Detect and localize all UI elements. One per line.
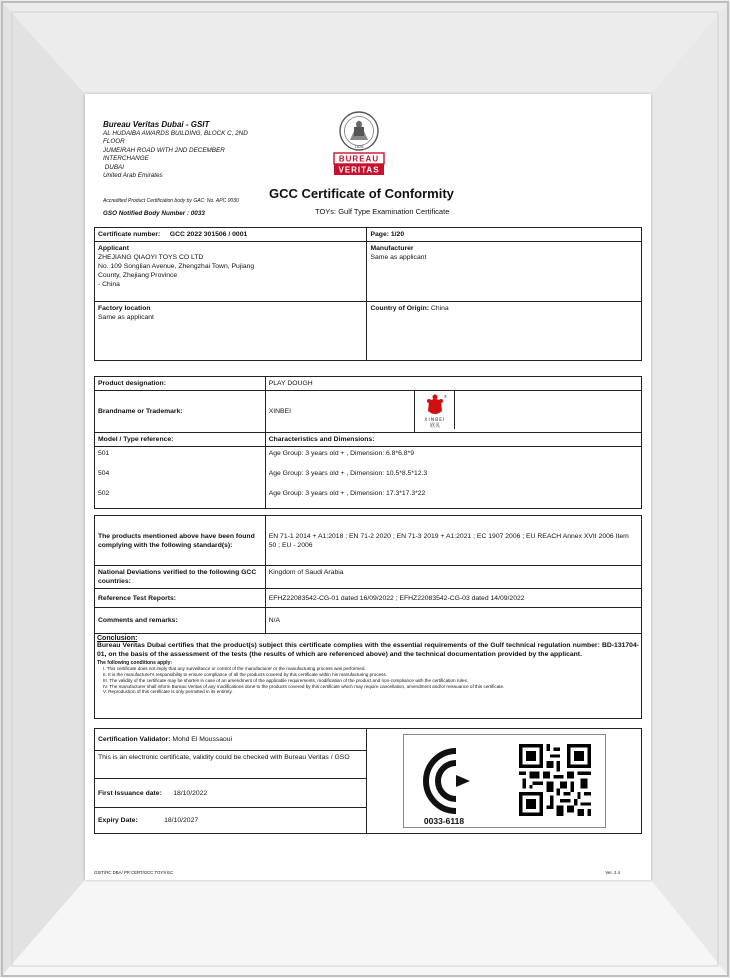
svg-text:®: ® (444, 394, 448, 399)
certificate-number: GCC 2022 301506 / 0001 (169, 231, 248, 238)
applicant-line: ZHEJIANG QIAOYI TOYS CO LTD (98, 254, 204, 261)
issuer-address (103, 130, 283, 180)
test-reports-label: Reference Test Reports: (95, 589, 266, 608)
condition-item: III. The validity of the certificate may be shorten in case of an amendment of the applicable requirements, modification of the product and non-compliance with the certification rules. (103, 677, 469, 683)
characteristics-header: Characteristics and Dimensions: (265, 433, 641, 447)
standards-table (94, 515, 642, 634)
footer-reference: GSIT/RC DBA/ PR CERT/GCC TOYS EC (94, 870, 174, 875)
manufacturer-value: Same as applicant (370, 254, 427, 261)
page-number: Page: 1/20 (367, 228, 642, 242)
manufacturer-cell (367, 242, 642, 302)
address-line: FLOOR (103, 138, 125, 146)
comments-value: N/A (265, 608, 641, 634)
deviations-value: Kingdom of Saudi Arabia (265, 566, 641, 589)
factory-cell (95, 302, 367, 361)
certificate-number-label: Certificate number: (98, 231, 161, 238)
certificate-subtitle: TOYs: Gulf Type Examination Certificate (315, 207, 450, 216)
applicant-line: - China (98, 281, 120, 288)
accreditation-note: Accredited Product Certification body by GAC: No. APC 0030 (103, 198, 239, 204)
applicant-table (94, 227, 642, 361)
brand-logo (415, 391, 455, 429)
brand-logo-latin: XINBEI (424, 417, 447, 422)
address-line: United Arab Emirates (103, 172, 163, 180)
origin-label: Country of Origin: (370, 305, 430, 312)
first-issuance-label: First Issuance date: (98, 789, 162, 797)
certificate-page (85, 94, 651, 880)
condition-item: IV. The manufacturer shall inform Bureau Veritas of any modifications done to the products covered by this certificate which may require cancellation, amendment and/or reissuance of this certificate. (103, 683, 505, 689)
validator-cell (95, 729, 367, 751)
test-reports-value: EFHZ22083542-CG-01 dated 16/09/2022 ; EFHZ22083542-CG-03 dated 14/09/2022 (265, 589, 641, 608)
gcc-mark-cell (367, 729, 642, 834)
address-line: AL HUDAIBA AWARDS BUILDING, BLOCK C, 2ND (103, 130, 248, 137)
footer-version: Ver. 2.4 (605, 870, 620, 875)
product-designation: PLAY DOUGH (265, 377, 641, 391)
model-ref: 502 (95, 487, 266, 509)
address-line: INTERCHANGE (103, 155, 149, 163)
brand-label: Brandname or Trademark: (95, 391, 266, 433)
logo-word-bureau: BUREAU (338, 154, 380, 164)
certificate-title: GCC Certificate of Conformity (269, 186, 454, 201)
factory-value: Same as applicant (98, 314, 154, 321)
validator-name: Mohd El Moussaoui (172, 736, 233, 743)
gcc-mark-box (403, 734, 606, 828)
model-ref: 501 (95, 447, 266, 467)
condition-item: I. This certificate does not imply that any surveillance or control of the manufacturer or the manufacturing process was performed. (103, 666, 366, 672)
validation-table (94, 728, 642, 834)
conclusion-text: Bureau Veritas Dubai certifies that the product(s) subject this certificate complies with the essential requirements of the Gulf technical regulation number: BD-131704-01, on the basis of the assessment of the tests (the results of which are referenced above) and the technical documentation provided by the applicant. (97, 642, 639, 658)
address-line: DUBAI (103, 163, 124, 171)
origin-value: China (430, 305, 449, 312)
conclusion-title: Conclusion: (97, 635, 138, 642)
model-desc: Age Group: 3 years old + , Dimension: 10.5*8.5*12.3 (265, 467, 641, 487)
brand-value: XINBEI (265, 391, 415, 433)
first-issuance-date: 18/10/2022 (173, 789, 208, 797)
expiry-label: Expiry Date: (98, 817, 138, 824)
condition-item: II. It is the manufacturer's responsibility to ensure compliance of all the products covered by this certificate within his manufacturing process. (103, 671, 388, 677)
applicant-line: County, Zhejiang Province (98, 272, 178, 279)
applicant-label: Applicant (98, 245, 129, 252)
model-desc: Age Group: 3 years old + , Dimension: 6.8*6.8*9 (265, 447, 641, 467)
validator-label: Certification Validator: (98, 736, 171, 743)
address-line: JUMEIRAH ROAD WITH 2ND DECEMBER (103, 146, 225, 154)
comments-label: Comments and remarks: (95, 608, 266, 634)
certificate-number-cell (95, 228, 367, 242)
condition-item: V. Reproduction of this certificate is only permitted in its entirety. (103, 689, 233, 695)
electronic-note: This is an electronic certificate, validity could be checked with Bureau Veritas / GSO (95, 751, 367, 779)
notified-body-number: GSO Notified Body Number : 0033 (103, 210, 205, 217)
conditions-title: The following conditions apply: (97, 660, 172, 667)
model-ref: 504 (95, 467, 266, 487)
qr-code-icon (519, 744, 591, 816)
expiry-cell (95, 808, 367, 834)
origin-cell (367, 302, 642, 361)
bureau-veritas-logo (333, 110, 385, 178)
deviations-label: National Deviations verified to the following GCC countries: (95, 566, 266, 589)
model-header: Model / Type reference: (95, 433, 266, 447)
standards-label: The products mentioned above have been found complying with the following standard(s): (95, 516, 266, 566)
product-table (94, 376, 642, 509)
xinbei-logo-icon (415, 391, 455, 429)
conclusion-section (94, 633, 642, 719)
applicant-line: No. 109 Songlian Avenue, Zhengzhai Town, Pujiang (98, 263, 255, 270)
logo-year: 1828 (354, 144, 364, 149)
model-desc: Age Group: 3 years old + , Dimension: 17.3*17.3*22 (265, 487, 641, 509)
brand-logo-chinese: 欣贝 (430, 423, 441, 429)
product-designation-label: Product designation: (95, 377, 266, 391)
manufacturer-label: Manufacturer (370, 245, 414, 252)
brand-logo-cell (415, 391, 642, 433)
standards-value: EN 71-1 2014 + A1:2018 ; EN 71-2 2020 ; EN 71-3 2019 + A1:2021 ; EC 1907 2006 ; EU REACH Annex XVII 2006 Item 50 ; EU - 2006 (265, 516, 641, 566)
first-issuance-cell (95, 779, 367, 808)
issuer-name: Bureau Veritas Dubai - GSIT (103, 120, 210, 129)
expiry-date: 18/10/2027 (164, 817, 199, 824)
logo-word-veritas: VERITAS (338, 165, 380, 175)
applicant-cell (95, 242, 367, 302)
factory-label: Factory location (98, 305, 151, 312)
gcc-mark-number: 0033-6118 (423, 816, 464, 826)
